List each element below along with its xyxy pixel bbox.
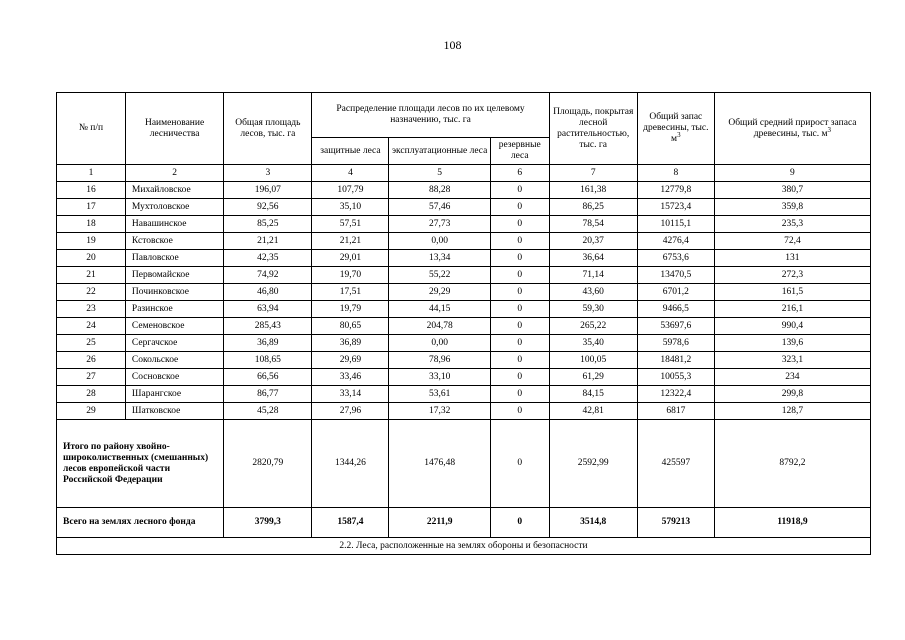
wood-stock: 53697,6	[637, 318, 714, 335]
column-number: 1	[57, 165, 126, 182]
protective-area: 29,01	[312, 250, 389, 267]
forestry-name: Сокольское	[125, 352, 223, 369]
growth: 299,8	[714, 386, 870, 403]
protective-area: 27,96	[312, 403, 389, 420]
table-row	[57, 301, 871, 318]
total-area: 108,65	[224, 352, 312, 369]
table-row	[57, 267, 871, 284]
grand-total-exploitation: 2211,9	[389, 508, 490, 538]
wood-stock: 18481,2	[637, 352, 714, 369]
header-reserve: резервные леса	[490, 138, 549, 165]
header-name: Наименование лесничества	[125, 93, 223, 165]
row-number: 28	[57, 386, 126, 403]
forested-area: 161,38	[549, 182, 637, 199]
forested-area: 61,29	[549, 369, 637, 386]
wood-stock: 5978,6	[637, 335, 714, 352]
reserve-area: 0	[490, 386, 549, 403]
subtotal-reserve: 0	[490, 420, 549, 508]
growth: 128,7	[714, 403, 870, 420]
growth: 359,8	[714, 199, 870, 216]
row-number: 26	[57, 352, 126, 369]
column-number: 3	[224, 165, 312, 182]
header-forested-area: Площадь, покрытая лесной растительностью, тыс. га	[549, 93, 637, 165]
forested-area: 20,37	[549, 233, 637, 250]
reserve-area: 0	[490, 318, 549, 335]
forested-area: 43,60	[549, 284, 637, 301]
exploitation-area: 33,10	[389, 369, 490, 386]
header-num: № п/п	[57, 93, 126, 165]
growth: 234	[714, 369, 870, 386]
exploitation-area: 88,28	[389, 182, 490, 199]
subtotal-exploitation: 1476,48	[389, 420, 490, 508]
forested-area: 265,22	[549, 318, 637, 335]
page-number: 108	[443, 38, 462, 52]
growth: 72,4	[714, 233, 870, 250]
total-area: 42,35	[224, 250, 312, 267]
wood-stock: 10055,3	[637, 369, 714, 386]
reserve-area: 0	[490, 369, 549, 386]
forested-area: 78,54	[549, 216, 637, 233]
table-row	[57, 335, 871, 352]
reserve-area: 0	[490, 301, 549, 318]
exploitation-area: 53,61	[389, 386, 490, 403]
forested-area: 36,64	[549, 250, 637, 267]
total-area: 86,77	[224, 386, 312, 403]
column-number: 9	[714, 165, 870, 182]
grand-total-reserve: 0	[490, 508, 549, 538]
table-row	[57, 284, 871, 301]
reserve-area: 0	[490, 335, 549, 352]
forestry-name: Павловское	[125, 250, 223, 267]
forestry-name: Первомайское	[125, 267, 223, 284]
forestry-name: Семеновское	[125, 318, 223, 335]
total-area: 85,25	[224, 216, 312, 233]
exploitation-area: 17,32	[389, 403, 490, 420]
reserve-area: 0	[490, 199, 549, 216]
column-number: 4	[312, 165, 389, 182]
exploitation-area: 57,46	[389, 199, 490, 216]
table-row	[57, 403, 871, 420]
growth: 235,3	[714, 216, 870, 233]
header-wood-stock-text: Общий запас древесины, тыс. м	[643, 112, 709, 144]
growth: 990,4	[714, 318, 870, 335]
subtotal-total-area: 2820,79	[224, 420, 312, 508]
table-row	[57, 233, 871, 250]
forested-area: 84,15	[549, 386, 637, 403]
protective-area: 36,89	[312, 335, 389, 352]
wood-stock: 10115,1	[637, 216, 714, 233]
grand-total-wood-stock: 579213	[637, 508, 714, 538]
row-number: 21	[57, 267, 126, 284]
header-growth-text: Общий средний прирост запаса древесины, тыс. м	[728, 117, 857, 139]
grand-total-label: Всего на землях лесного фонда	[57, 508, 224, 538]
exploitation-area: 44,15	[389, 301, 490, 318]
forestry-name: Сергачское	[125, 335, 223, 352]
wood-stock: 9466,5	[637, 301, 714, 318]
wood-stock: 6701,2	[637, 284, 714, 301]
wood-stock: 12322,4	[637, 386, 714, 403]
table-row	[57, 199, 871, 216]
growth: 131	[714, 250, 870, 267]
reserve-area: 0	[490, 352, 549, 369]
total-area: 63,94	[224, 301, 312, 318]
growth: 323,1	[714, 352, 870, 369]
forestry-name: Михайловское	[125, 182, 223, 199]
total-area: 66,56	[224, 369, 312, 386]
forested-area: 100,05	[549, 352, 637, 369]
reserve-area: 0	[490, 267, 549, 284]
header-wood-stock	[637, 93, 714, 165]
header-protective: защитные леса	[312, 138, 389, 165]
forested-area: 71,14	[549, 267, 637, 284]
wood-stock: 13470,5	[637, 267, 714, 284]
reserve-area: 0	[490, 403, 549, 420]
total-area: 74,92	[224, 267, 312, 284]
protective-area: 107,79	[312, 182, 389, 199]
total-area: 36,89	[224, 335, 312, 352]
header-total-area: Общая площадь лесов, тыс. га	[224, 93, 312, 165]
table-row	[57, 216, 871, 233]
subtotal-growth: 8792,2	[714, 420, 870, 508]
exploitation-area: 204,78	[389, 318, 490, 335]
exploitation-area: 0,00	[389, 335, 490, 352]
reserve-area: 0	[490, 182, 549, 199]
grand-total-row	[57, 508, 871, 538]
section-title: 2.2. Леса, расположенные на землях обороны и безопасности	[57, 538, 871, 555]
header-row-main	[57, 93, 871, 138]
column-number: 5	[389, 165, 490, 182]
column-number: 7	[549, 165, 637, 182]
forest-table	[56, 92, 871, 555]
forestry-name: Мухтоловское	[125, 199, 223, 216]
forestry-name: Сосновское	[125, 369, 223, 386]
forested-area: 86,25	[549, 199, 637, 216]
exploitation-area: 78,96	[389, 352, 490, 369]
column-number: 2	[125, 165, 223, 182]
header-exploitation: эксплуатационные леса	[389, 138, 490, 165]
header-distribution: Распределение площади лесов по их целевому назначению, тыс. га	[312, 93, 549, 138]
growth: 161,5	[714, 284, 870, 301]
row-number: 22	[57, 284, 126, 301]
subtotal-wood-stock: 425597	[637, 420, 714, 508]
row-number: 29	[57, 403, 126, 420]
wood-stock: 4276,4	[637, 233, 714, 250]
table-row	[57, 386, 871, 403]
grand-total-growth: 11918,9	[714, 508, 870, 538]
row-number: 20	[57, 250, 126, 267]
wood-stock: 6817	[637, 403, 714, 420]
row-number: 16	[57, 182, 126, 199]
forested-area: 42,81	[549, 403, 637, 420]
exploitation-area: 29,29	[389, 284, 490, 301]
protective-area: 33,46	[312, 369, 389, 386]
forestry-name: Разинское	[125, 301, 223, 318]
row-number: 24	[57, 318, 126, 335]
column-number: 6	[490, 165, 549, 182]
row-number: 19	[57, 233, 126, 250]
growth: 380,7	[714, 182, 870, 199]
reserve-area: 0	[490, 284, 549, 301]
reserve-area: 0	[490, 250, 549, 267]
row-number: 27	[57, 369, 126, 386]
subtotal-forested-area: 2592,99	[549, 420, 637, 508]
total-area: 46,80	[224, 284, 312, 301]
header-wood-stock-sup: 3	[677, 130, 681, 139]
row-number: 25	[57, 335, 126, 352]
protective-area: 35,10	[312, 199, 389, 216]
forestry-name: Кстовское	[125, 233, 223, 250]
forested-area: 59,30	[549, 301, 637, 318]
exploitation-area: 0,00	[389, 233, 490, 250]
total-area: 21,21	[224, 233, 312, 250]
protective-area: 17,51	[312, 284, 389, 301]
growth: 216,1	[714, 301, 870, 318]
forestry-name: Шарангское	[125, 386, 223, 403]
total-area: 45,28	[224, 403, 312, 420]
wood-stock: 6753,6	[637, 250, 714, 267]
total-area: 92,56	[224, 199, 312, 216]
column-number: 8	[637, 165, 714, 182]
growth: 272,3	[714, 267, 870, 284]
section-row	[57, 538, 871, 555]
protective-area: 33,14	[312, 386, 389, 403]
forested-area: 35,40	[549, 335, 637, 352]
protective-area: 19,79	[312, 301, 389, 318]
forestry-name: Починковское	[125, 284, 223, 301]
row-number: 18	[57, 216, 126, 233]
grand-total-protective: 1587,4	[312, 508, 389, 538]
table-row	[57, 352, 871, 369]
row-number: 23	[57, 301, 126, 318]
row-number: 17	[57, 199, 126, 216]
protective-area: 21,21	[312, 233, 389, 250]
reserve-area: 0	[490, 216, 549, 233]
protective-area: 80,65	[312, 318, 389, 335]
grand-total-total-area: 3799,3	[224, 508, 312, 538]
forestry-name: Навашинское	[125, 216, 223, 233]
wood-stock: 12779,8	[637, 182, 714, 199]
table-row	[57, 250, 871, 267]
wood-stock: 15723,4	[637, 199, 714, 216]
grand-total-forested-area: 3514,8	[549, 508, 637, 538]
subtotal-protective: 1344,26	[312, 420, 389, 508]
table-row	[57, 318, 871, 335]
subtotal-label: Итого по району хвойно-широколиственных (смешанных) лесов европейской части Российской Федерации	[57, 420, 224, 508]
protective-area: 19,70	[312, 267, 389, 284]
total-area: 196,07	[224, 182, 312, 199]
reserve-area: 0	[490, 233, 549, 250]
header-growth	[714, 93, 870, 165]
column-number-row	[57, 165, 871, 182]
header-growth-sup: 3	[827, 125, 832, 134]
protective-area: 57,51	[312, 216, 389, 233]
table-row	[57, 182, 871, 199]
exploitation-area: 13,34	[389, 250, 490, 267]
exploitation-area: 55,22	[389, 267, 490, 284]
subtotal-row	[57, 420, 871, 508]
growth: 139,6	[714, 335, 870, 352]
total-area: 285,43	[224, 318, 312, 335]
exploitation-area: 27,73	[389, 216, 490, 233]
forestry-name: Шатковское	[125, 403, 223, 420]
table-row	[57, 369, 871, 386]
protective-area: 29,69	[312, 352, 389, 369]
